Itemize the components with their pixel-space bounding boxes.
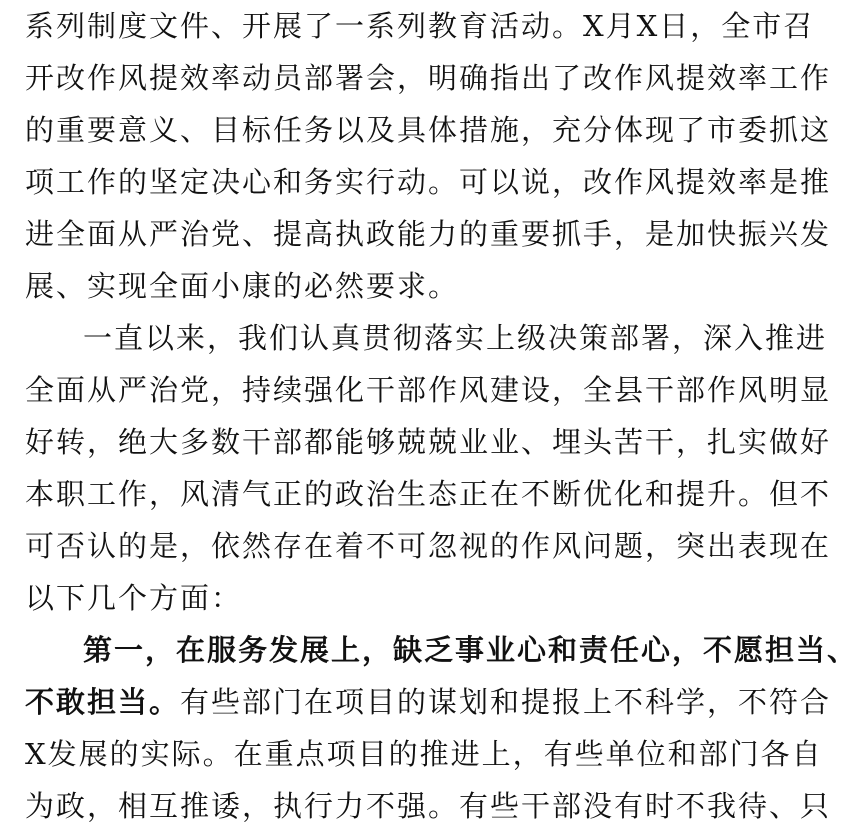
- paragraph-1-line-4: 项工作的坚定决心和务实行动。可以说，改作风提效率是推: [25, 165, 832, 199]
- paragraph-2-line-1: 一直以来，我们认真贯彻落实上级决策部署，深入推进: [83, 321, 828, 355]
- paragraph-2-line-5: 可否认的是，依然存在着不可忽视的作风问题，突出表现在: [25, 529, 832, 563]
- paragraph-1-line-2: 开改作风提效率动员部署会，明确指出了改作风提效率工作: [25, 61, 832, 95]
- paragraph-3-line-2-body: 有些部门在项目的谋划和提报上不科学，不符合: [180, 685, 832, 719]
- paragraph-3-line-3: X发展的实际。在重点项目的推进上，有些单位和部门各自: [25, 737, 823, 771]
- paragraph-3-line-2: [25, 682, 832, 722]
- paragraph-2-line-6: 以下几个方面：: [25, 581, 243, 615]
- paragraph-3-heading-line-2: 不敢担当。: [25, 685, 181, 719]
- paragraph-1-line-1: 系列制度文件、开展了一系列教育活动。X月X日，全市召: [25, 9, 815, 43]
- paragraph-1-line-3: 的重要意义、目标任务以及具体措施，充分体现了市委抓这: [25, 113, 832, 147]
- paragraph-1-line-5: 进全面从严治党、提高执政能力的重要抓手，是加快振兴发: [25, 217, 832, 251]
- paragraph-2-line-2: 全面从严治党，持续强化干部作风建设，全县干部作风明显: [25, 373, 832, 407]
- paragraph-2-line-4: 本职工作，风清气正的政治生态正在不断优化和提升。但不: [25, 477, 832, 511]
- paragraph-3-line-4: 为政，相互推诿，执行力不强。有些干部没有时不我待、只: [25, 789, 832, 823]
- paragraph-3-heading-line-1: 第一，在服务发展上，缺乏事业心和责任心，不愿担当、: [83, 633, 858, 667]
- paragraph-2-line-3: 好转，绝大多数干部都能够兢兢业业、埋头苦干，扎实做好: [25, 425, 832, 459]
- paragraph-1-line-6: 展、实现全面小康的必然要求。: [25, 269, 460, 303]
